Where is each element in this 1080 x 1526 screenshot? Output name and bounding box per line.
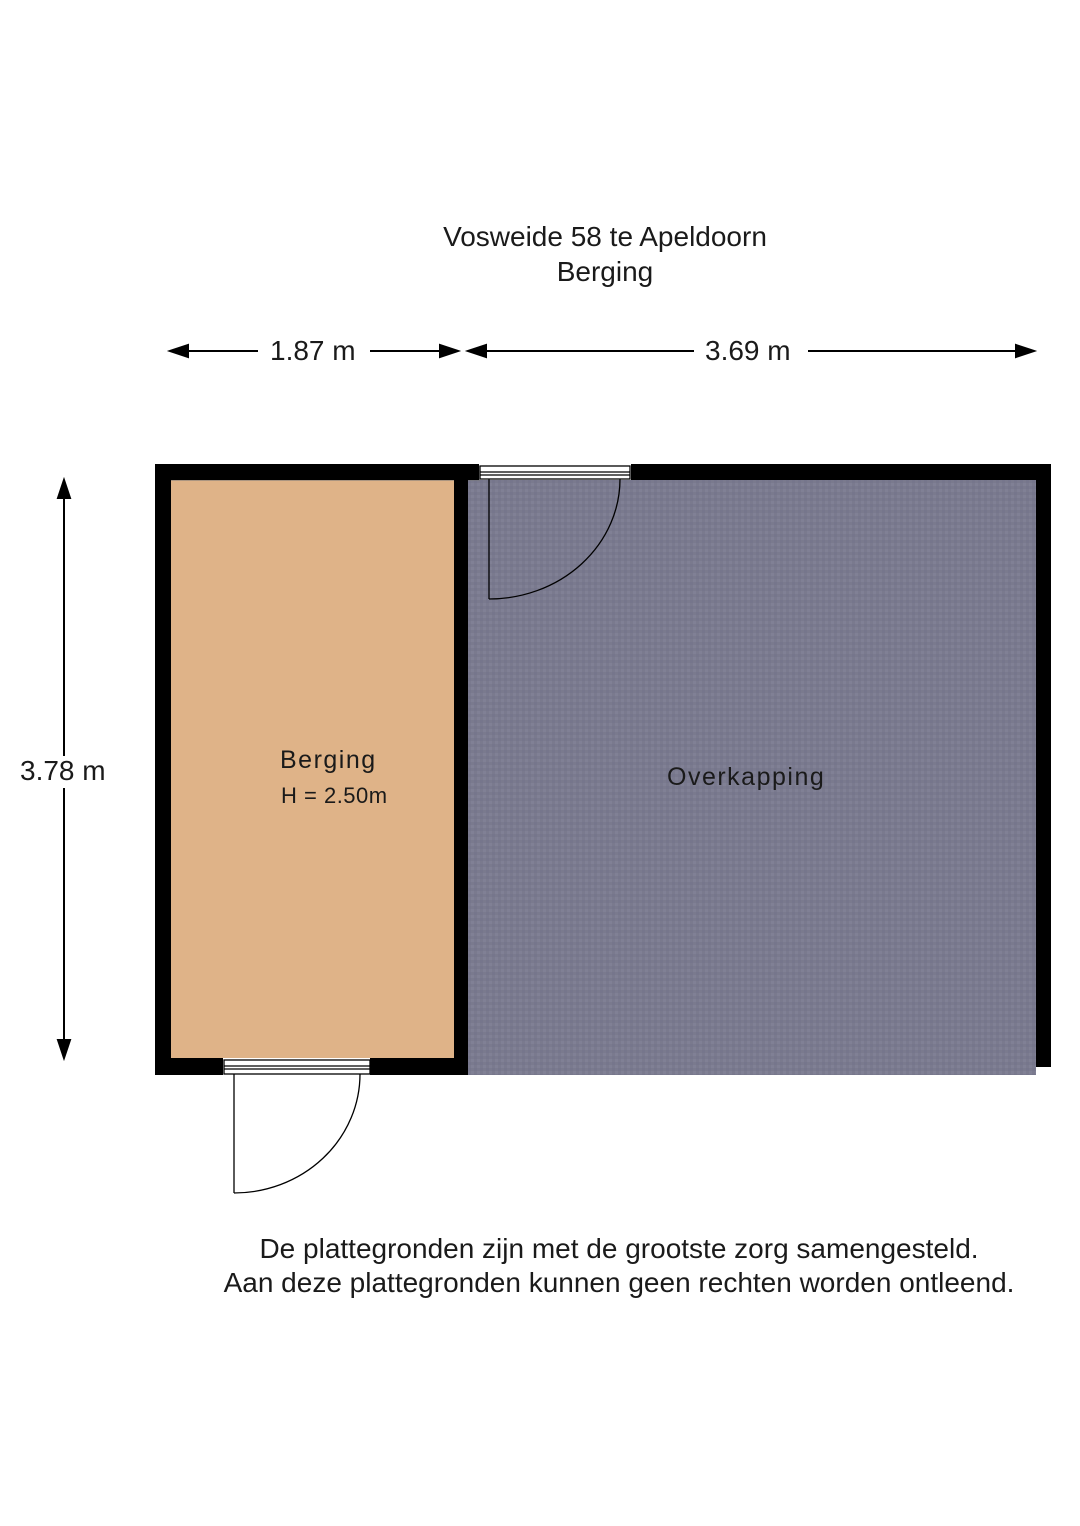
plan-title: Vosweide 58 te Apeldoorn xyxy=(443,221,767,252)
dimension-label-height: 3.78 m xyxy=(20,755,106,786)
berging-door xyxy=(224,1060,370,1193)
room-label-berging: Berging xyxy=(280,746,377,774)
plan-subtitle: Berging xyxy=(556,256,654,287)
room-label-overkapping: Overkapping xyxy=(667,763,826,791)
disclaimer-line-1: De plattegronden zijn met de grootste zorg samengesteld. xyxy=(259,1233,979,1264)
dimension-label-left-width: 1.87 m xyxy=(270,335,356,366)
room-height-berging: H = 2.50m xyxy=(281,783,388,808)
disclaimer-line-2: Aan deze plattegronden kunnen geen rechten worden ontleend. xyxy=(223,1267,1015,1298)
dimension-label-right-width: 3.69 m xyxy=(705,335,791,366)
